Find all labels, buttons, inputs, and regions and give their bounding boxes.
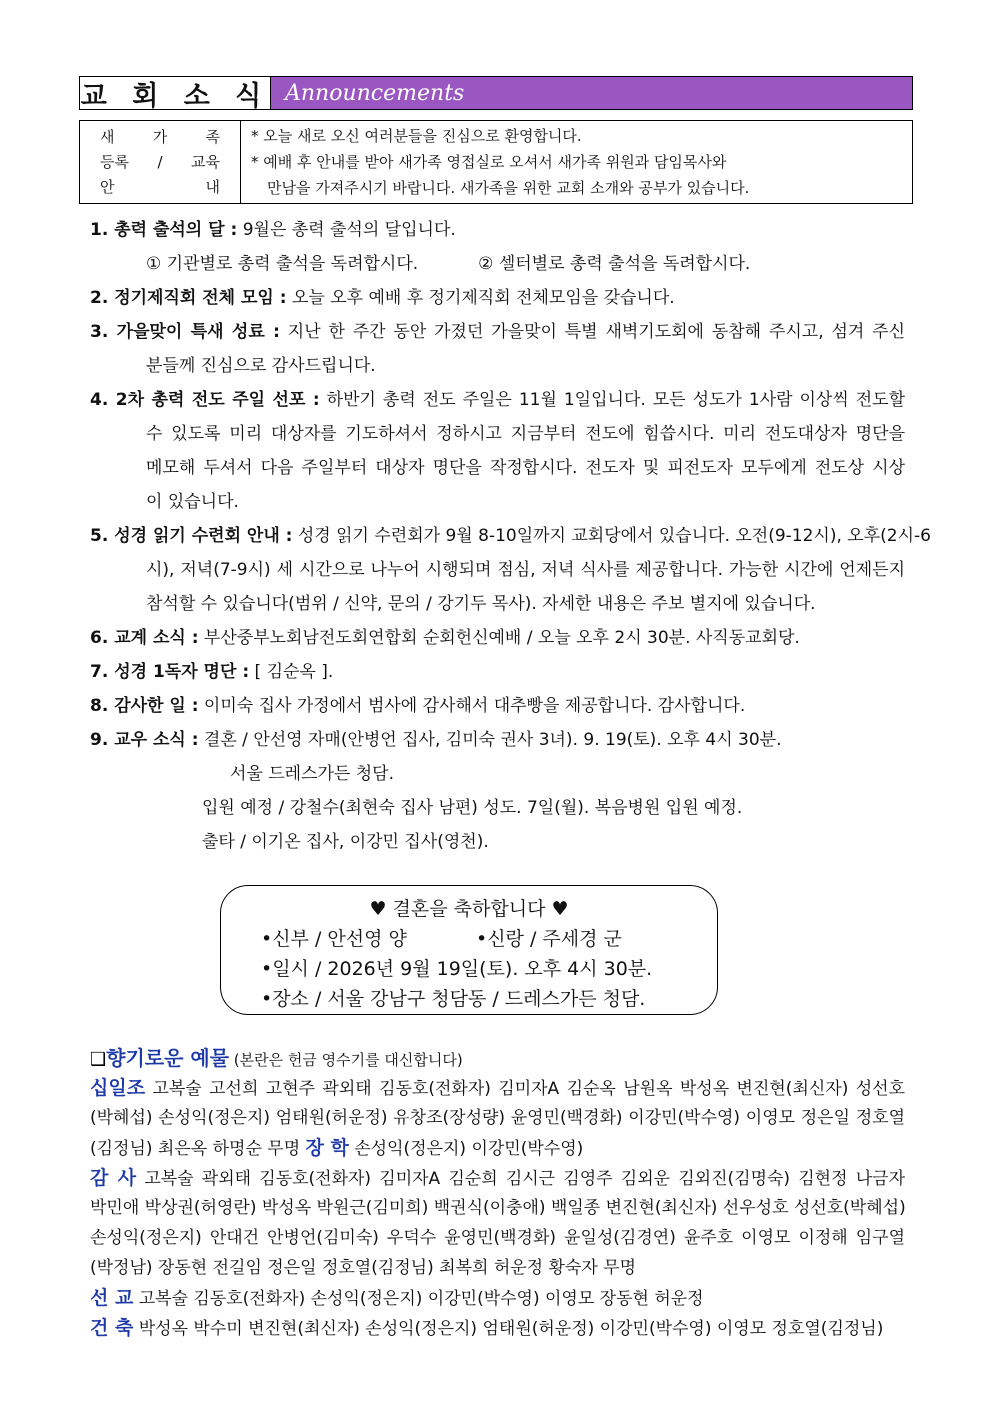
mission-text: 고복술 김동호(전화자) 손성익(정은지) 이강민(박수영) 이영모 장동현 허운정 bbox=[133, 1289, 704, 1309]
wedding-date: •일시 / 2026년 9월 19일(토). 오후 4시 30분. bbox=[261, 958, 653, 980]
thanks-text-1: 고복술 곽외태 김동호(전화자) 김미자A 김순희 김시근 김영주 김외운 김외진(김명숙) 김현정 나금자 bbox=[136, 1169, 905, 1189]
announcement-4 bbox=[90, 383, 905, 417]
thanks-label: 감 사 bbox=[90, 1167, 137, 1189]
wedding-bride: •신부 / 안선영 양 bbox=[261, 928, 407, 950]
offerings-header bbox=[90, 1043, 905, 1073]
announcement-1-title: 1. 총력 출석의 달 : bbox=[90, 220, 238, 240]
announcement-6-title: 6. 교계 소식 : bbox=[90, 628, 199, 648]
announcement-5-title: 5. 성경 읽기 수련회 안내 : bbox=[90, 526, 293, 546]
section-header bbox=[79, 76, 913, 110]
announcement-7-title: 7. 성경 1독자 명단 : bbox=[90, 662, 250, 682]
wedding-place: •장소 / 서울 강남구 청담동 / 드레스가든 청담. bbox=[261, 988, 646, 1010]
wedding-title: ♥ 결혼을 축하합니다 ♥ bbox=[369, 898, 569, 920]
announcement-4-cont2: 메모해 두셔서 다음 주일부터 대상자 명단을 작정합시다. 전도자 및 피전도자 모두에게 전도상 시상 bbox=[146, 458, 905, 478]
mission-line bbox=[90, 1283, 905, 1313]
building-label: 건 축 bbox=[90, 1317, 134, 1339]
newcomer-text bbox=[241, 121, 912, 203]
newcomer-label bbox=[80, 121, 241, 203]
announcement-4-title: 4. 2차 총력 전도 주일 선포 : bbox=[90, 390, 320, 410]
thanks-line-1 bbox=[90, 1163, 905, 1193]
newcomer-box bbox=[79, 120, 913, 204]
announcement-8 bbox=[90, 689, 905, 723]
wedding-couple bbox=[221, 924, 717, 954]
newcomer-label-2: 등록 / 교육 bbox=[100, 152, 220, 171]
announcement-4-cont3: 이 있습니다. bbox=[146, 492, 239, 512]
announcement-3-text: 지난 한 주간 동안 가졌던 가을맞이 특별 새벽기도회에 동참해 주시고, 섬겨 주신 bbox=[279, 322, 905, 342]
thanks-line-3: 손성익(정은지) 안대건 안병언(김미숙) 우덕수 윤영민(백경화) 윤일성(김경연) 윤주호 이영모 이정해 임구열 bbox=[90, 1228, 905, 1248]
tithe-line-2: (박혜섭) 손성익(정은지) 엄태원(허운정) 유창조(장성량) 윤영민(백경화) 이강민(박수영) 이영모 정은일 정호열 bbox=[90, 1108, 905, 1128]
announcement-6-text: 부산중부노회남전도회연합회 순회헌신예배 / 오늘 오후 2시 30분. 사직동교회당. bbox=[198, 628, 800, 648]
announcement-5-cont2: 참석할 수 있습니다(범위 / 신약, 문의 / 강기두 목사). 자세한 내용은 주보 별지에 있습니다. bbox=[146, 594, 816, 614]
scholarship-text: 손성익(정은지) 이강민(박수영) bbox=[348, 1139, 584, 1159]
announcement-2-text: 오늘 오후 예배 후 정기제직회 전체모임을 갖습니다. bbox=[286, 288, 675, 308]
newcomer-line-2: * 예배 후 안내를 받아 새가족 영접실로 오셔서 새가족 위원과 담임목사와 bbox=[251, 153, 727, 171]
announcement-3-cont: 분들께 진심으로 감사드립니다. bbox=[146, 356, 376, 376]
offerings-title: 향기로운 예물 bbox=[106, 1046, 230, 1070]
announcement-6 bbox=[90, 621, 905, 655]
newcomer-line-1: * 오늘 새로 오신 여러분들을 진심으로 환영합니다. bbox=[251, 127, 582, 145]
header-title-ko: 교 회 소 식 bbox=[80, 77, 271, 109]
tithe-line-3 bbox=[90, 1133, 905, 1163]
announcement-2 bbox=[90, 281, 905, 315]
newcomer-label-1: 새 가 족 bbox=[100, 127, 220, 146]
announcement-9 bbox=[90, 723, 905, 757]
announcement-1-sub1: ① 기관별로 총력 출석을 독려합시다. bbox=[146, 254, 419, 274]
building-text: 박성옥 박수미 변진현(최신자) 손성익(정은지) 엄태원(허운정) 이강민(박수영) 이영모 정호열(김정님) bbox=[133, 1319, 884, 1339]
announcement-7 bbox=[90, 655, 905, 689]
wedding-box bbox=[220, 885, 718, 1015]
announcement-7-text: [ 김순옥 ]. bbox=[249, 662, 334, 682]
newcomer-label-3: 안 내 bbox=[100, 177, 220, 196]
thanks-line-2: 박민애 박상권(허영란) 박성옥 박원근(김미희) 백권식(이충애) 백일종 변진현(최신자) 선우성호 성선호(박혜섭) bbox=[90, 1198, 906, 1218]
wedding-groom: •신랑 / 주세경 군 bbox=[476, 928, 622, 950]
announcement-3 bbox=[90, 315, 905, 349]
announcement-list bbox=[90, 213, 931, 859]
announcement-5-cont1: 시), 저녁(7-9시) 세 시간으로 나누어 시행되며 점심, 저녁 식사를 제공합니다. 가능한 시간에 언제든지 bbox=[146, 560, 905, 580]
announcement-9-cont3: 출타 / 이기온 집사, 이강민 집사(영천). bbox=[202, 832, 489, 852]
newcomer-line-3: 만남을 가져주시기 바랍니다. 새가족을 위한 교회 소개와 공부가 있습니다. bbox=[267, 179, 750, 197]
mission-label: 선 교 bbox=[90, 1287, 134, 1309]
announcement-4-cont1: 수 있도록 미리 대상자를 기도하셔서 정하시고 지금부터 전도에 힘씁시다. 미리 전도대상자 명단을 bbox=[146, 424, 905, 444]
announcement-1-sub bbox=[90, 247, 905, 281]
announcement-3-title: 3. 가을맞이 특새 성료 : bbox=[90, 322, 280, 342]
building-line bbox=[90, 1313, 905, 1343]
tithe-text-3: (김정님) 최은옥 하명순 무명 bbox=[90, 1139, 306, 1159]
announcement-1-sub2: ② 셀터별로 총력 출석을 독려합시다. bbox=[478, 254, 751, 274]
tithe-label: 십일조 bbox=[90, 1077, 146, 1099]
announcement-5 bbox=[90, 519, 931, 553]
announcement-9-cont2: 입원 예정 / 강철수(최현숙 집사 남편) 성도. 7일(월). 복음병원 입원 예정. bbox=[202, 798, 743, 818]
announcement-4-text: 하반기 총력 전도 주일은 11월 1일입니다. 모든 성도가 1사람 이상씩 전도할 bbox=[319, 390, 905, 410]
announcement-1 bbox=[90, 213, 905, 247]
announcement-2-title: 2. 정기제직회 전체 모임 : bbox=[90, 288, 287, 308]
offerings-section bbox=[90, 1043, 905, 1343]
announcement-1-text: 9월은 총력 출석의 달입니다. bbox=[237, 220, 456, 240]
thanks-line-4: (박정남) 장동현 전길임 정은일 정호열(김정님) 최복희 허운정 황숙자 무명 bbox=[90, 1258, 636, 1278]
scholarship-label: 장 학 bbox=[305, 1137, 349, 1159]
announcement-8-text: 이미숙 집사 가정에서 범사에 감사해서 대추빵을 제공합니다. 감사합니다. bbox=[198, 696, 746, 716]
announcement-9-text: 결혼 / 안선영 자매(안병언 집사, 김미숙 권사 3녀). 9. 19(토). 오후 4시 30분. bbox=[198, 730, 782, 750]
announcement-9-cont1: 서울 드레스가든 청담. bbox=[230, 764, 395, 784]
header-title-en: Announcements bbox=[271, 77, 912, 109]
announcement-9-title: 9. 교우 소식 : bbox=[90, 730, 199, 750]
offerings-note: (본란은 헌금 영수기를 대신합니다) bbox=[229, 1051, 463, 1069]
tithe-text-1: 고복술 고선희 고현주 곽외태 김동호(전화자) 김미자A 김순옥 남원옥 박성옥 변진현(최신자) 성선호 bbox=[145, 1079, 905, 1099]
announcement-5-text: 성경 읽기 수련회가 9월 8-10일까지 교회당에서 있습니다. 오전(9-12시), 오후(2시-6 bbox=[292, 526, 931, 546]
checkbox-square-icon: ❑ bbox=[90, 1049, 107, 1070]
tithe-line-1 bbox=[90, 1073, 905, 1103]
announcement-8-title: 8. 감사한 일 : bbox=[90, 696, 199, 716]
